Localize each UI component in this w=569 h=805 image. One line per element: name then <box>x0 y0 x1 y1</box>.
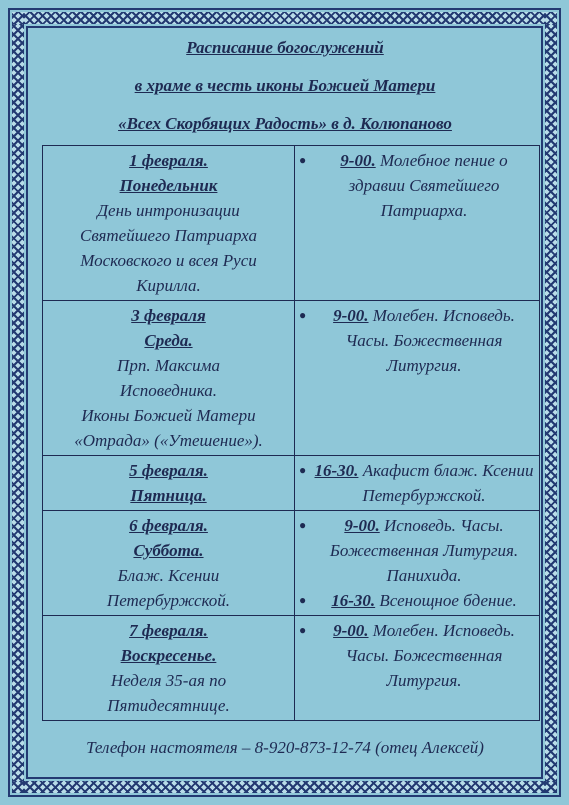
bullet-icon: ● <box>299 153 307 167</box>
service-time: 9-00. <box>344 516 380 535</box>
services-cell <box>295 146 540 301</box>
service-description <box>313 148 535 223</box>
service-item <box>299 148 535 223</box>
subtitle-temple: в храме в честь иконы Божией Матери <box>134 76 436 95</box>
service-description <box>313 588 535 613</box>
service-item <box>299 618 535 693</box>
bullet-icon: ● <box>299 463 307 477</box>
service-description <box>313 458 535 508</box>
schedule-table <box>42 145 540 721</box>
day-cell <box>43 301 295 456</box>
service-time: 9-00. <box>340 151 376 170</box>
schedule-row <box>43 456 540 511</box>
service-time: 16-30. <box>331 591 376 610</box>
services-cell <box>295 616 540 721</box>
service-item <box>299 458 535 508</box>
feast-line: Кирилла. <box>136 276 201 295</box>
bullet-icon: ● <box>299 593 307 607</box>
subtitle-location: «Всех Скорбящих Радость» в д. Колюпаново <box>118 114 452 133</box>
service-time: 9-00. <box>333 306 369 325</box>
service-text: Всенощное бдение. <box>375 591 517 610</box>
services-cell <box>295 511 540 616</box>
schedule-document <box>40 30 534 780</box>
day-cell <box>43 511 295 616</box>
schedule-row <box>43 616 540 721</box>
feast-line: Святейшего Патриарха <box>79 226 257 245</box>
feast-line: Пятидесятнице. <box>107 696 230 715</box>
title: Расписание богослужений <box>186 38 384 57</box>
service-time: 9-00. <box>333 621 369 640</box>
service-description <box>313 303 535 378</box>
schedule-row <box>43 511 540 616</box>
bullet-icon: ● <box>299 308 307 322</box>
service-item <box>299 303 535 378</box>
bullet-icon: ● <box>299 623 307 637</box>
service-description <box>313 513 535 588</box>
date-label: 5 февраля. <box>129 461 208 480</box>
feast-line: Петербуржской. <box>106 591 231 610</box>
services-cell <box>295 301 540 456</box>
date-label: 6 февраля. <box>129 516 208 535</box>
service-text: Молебен. Исповедь. Часы. Божественная Литургия. <box>345 621 515 690</box>
rector-phone: Телефон настоятеля – 8-920-873-12-74 (отец Алексей) <box>86 738 484 757</box>
day-cell <box>43 616 295 721</box>
date-label: 7 февраля. <box>129 621 208 640</box>
service-text: Молебен. Исповедь. Часы. Божественная Литургия. <box>345 306 515 375</box>
feast-line: «Отрада» («Утешение»). <box>74 431 263 450</box>
feast-line: Прп. Максима <box>117 356 220 375</box>
service-text: Исповедь. Часы. Божественная Литургия. Панихида. <box>329 516 519 585</box>
day-cell <box>43 146 295 301</box>
service-item <box>299 588 535 613</box>
feast-line: Исповедника. <box>119 381 218 400</box>
date-label: 1 февраля. <box>129 151 208 170</box>
feast-line: Неделя 35-ая по <box>110 671 227 690</box>
feast-line: Блаж. Ксении <box>117 566 220 585</box>
service-text: Молебное пение о здравии Святейшего Патриарха. <box>348 151 508 220</box>
service-time: 16-30. <box>314 461 359 480</box>
feast-line: День интронизации <box>97 201 240 220</box>
feast-line: Иконы Божией Матери <box>81 406 256 425</box>
services-cell <box>295 456 540 511</box>
date-label: 3 февраля <box>131 306 206 325</box>
weekday-label: Понедельник <box>119 176 218 195</box>
weekday-label: Воскресенье. <box>120 646 217 665</box>
service-text: Акафист блаж. Ксении Петербуржской. <box>358 461 534 505</box>
service-item <box>299 513 535 588</box>
schedule-row <box>43 146 540 301</box>
bullet-icon: ● <box>299 518 307 532</box>
weekday-label: Пятница. <box>130 486 207 505</box>
service-description <box>313 618 535 693</box>
weekday-label: Среда. <box>144 331 193 350</box>
day-cell <box>43 456 295 511</box>
weekday-label: Суббота. <box>133 541 204 560</box>
schedule-row <box>43 301 540 456</box>
feast-line: Московского и всея Руси <box>80 251 257 270</box>
